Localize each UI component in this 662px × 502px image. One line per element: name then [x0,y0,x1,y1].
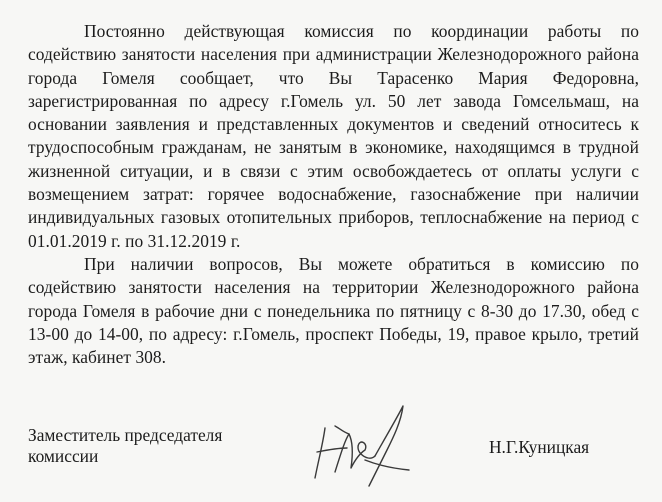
signatory-position-line-1: Заместитель председателя [28,425,223,445]
signatory-position [28,425,222,467]
paragraph-contacts: При наличии вопросов, Вы можете обратиться в комиссию по содействию занятости населения на территории Железнодорожного района города Гомеля в рабочие дни с понедельника по пятницу с 8-30 до 17.30, обед с 13-00 до 14-00, по адресу: г.Гомель, проспект Победы, 19, правое крыло, третий этаж, кабинет 308. [28,253,639,368]
signatory-name: Н.Г.Куницкая [489,437,590,457]
paragraph-main: Постоянно действующая комиссия по координации работы по содействию занятости населения при администрации Железнодорожного района города Гомеля сообщает, что Вы Тарасенко Мария Федоровна, зарегистрированная по адресу г.Гомель ул. 50 лет завода Гомсельмаш, на основании заявления и представленных документов и сведений относитесь к трудоспособным гражданам, не занятым в экономике, находящимся в трудной жизненной ситуации, и в связи с этим освобождаетесь от оплаты услуги с возмещением затрат: горячее водоснабжение, газоснабжение при наличии индивидуальных газовых отопительных приборов, теплоснабжение на период с 01.01.2019 г. по 31.12.2019 г. [28,21,639,251]
letter-body [28,20,639,369]
handwritten-signature [305,398,415,490]
signatory-position-line-2: комиссии [28,446,99,466]
